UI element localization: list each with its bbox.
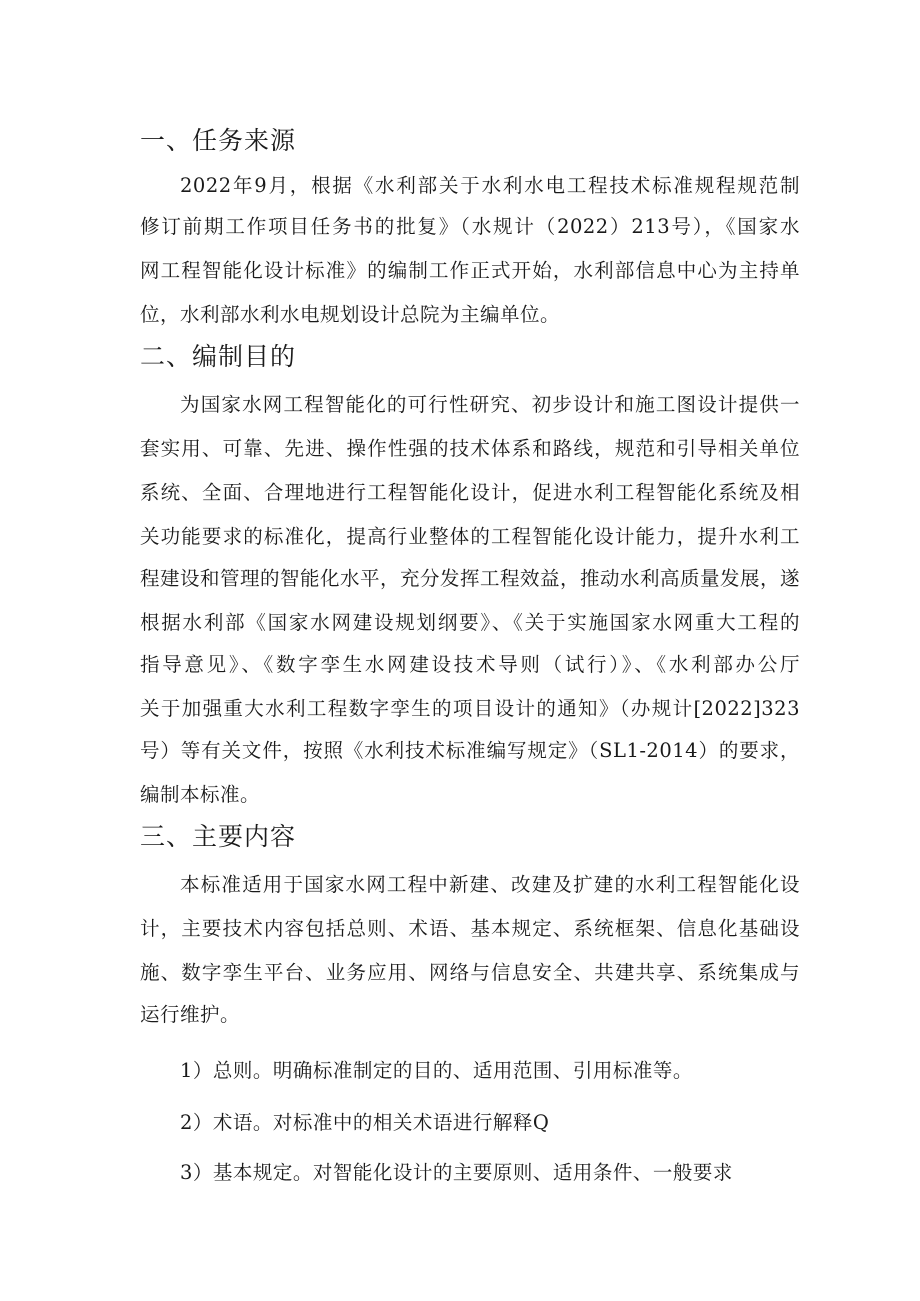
paragraph-line: 程建设和管理的智能化水平，充分发挥工程效益，推动水利高质量发展，遂 <box>140 567 801 590</box>
section-heading-purpose: 二、编制目的 <box>140 342 297 371</box>
paragraph-line: 为国家水网工程智能化的可行性研究、初步设计和施工图设计提供一 <box>180 393 800 416</box>
section-heading-main-content: 三、主要内容 <box>140 822 297 851</box>
paragraph-line: 运行维护。 <box>140 1003 241 1026</box>
paragraph-line: 2022年9月，根据《水利部关于水利水电工程技术标准规程规范制 <box>180 174 800 197</box>
paragraph-line: 施、数字孪生平台、业务应用、网络与信息安全、共建共享、系统集成与 <box>140 961 800 984</box>
paragraph-line: 根据水利部《国家水网建设规划纲要》、《关于实施国家水网重大工程的 <box>140 611 800 634</box>
section-heading-task-source: 一、任务来源 <box>140 126 297 155</box>
paragraph-line: 本标准适用于国家水网工程中新建、改建及扩建的水利工程智能化设 <box>180 873 800 896</box>
list-item-general: 1）总则。明确标准制定的目的、适用范围、引用标准等。 <box>180 1059 693 1082</box>
paragraph-line: 计，主要技术内容包括总则、术语、基本规定、系统框架、信息化基础设 <box>140 917 800 940</box>
list-item-terms: 2）术语。对标准中的相关术语进行解释Q <box>180 1111 550 1134</box>
paragraph-line: 套实用、可靠、先进、操作性强的技术体系和路线，规范和引导相关单位 <box>140 437 800 460</box>
paragraph-line: 关功能要求的标准化，提高行业整体的工程智能化设计能力，提升水利工 <box>140 525 800 548</box>
paragraph-line: 位，水利部水利水电规划设计总院为主编单位。 <box>140 303 561 326</box>
paragraph-line: 关于加强重大水利工程数字孪生的项目设计的通知》（办规计[2022]323 <box>140 697 800 720</box>
paragraph-line: 号）等有关文件，按照《水利技术标准编写规定》（SL1-2014）的要求， <box>140 739 800 762</box>
paragraph-line: 修订前期工作项目任务书的批复》（水规计（2022）213号），《国家水 <box>140 215 800 238</box>
paragraph-line: 编制本标准。 <box>140 783 261 806</box>
paragraph-line: 系统、全面、合理地进行工程智能化设计，促进水利工程智能化系统及相 <box>140 481 800 504</box>
paragraph-line: 网工程智能化设计标准》的编制工作正式开始，水利部信息中心为主持单 <box>140 259 800 282</box>
paragraph-line: 指导意见》、《数字孪生水网建设技术导则（试行）》、《水利部办公厅 <box>140 653 800 676</box>
list-item-basic-rules: 3）基本规定。对智能化设计的主要原则、适用条件、一般要求 <box>180 1161 733 1184</box>
